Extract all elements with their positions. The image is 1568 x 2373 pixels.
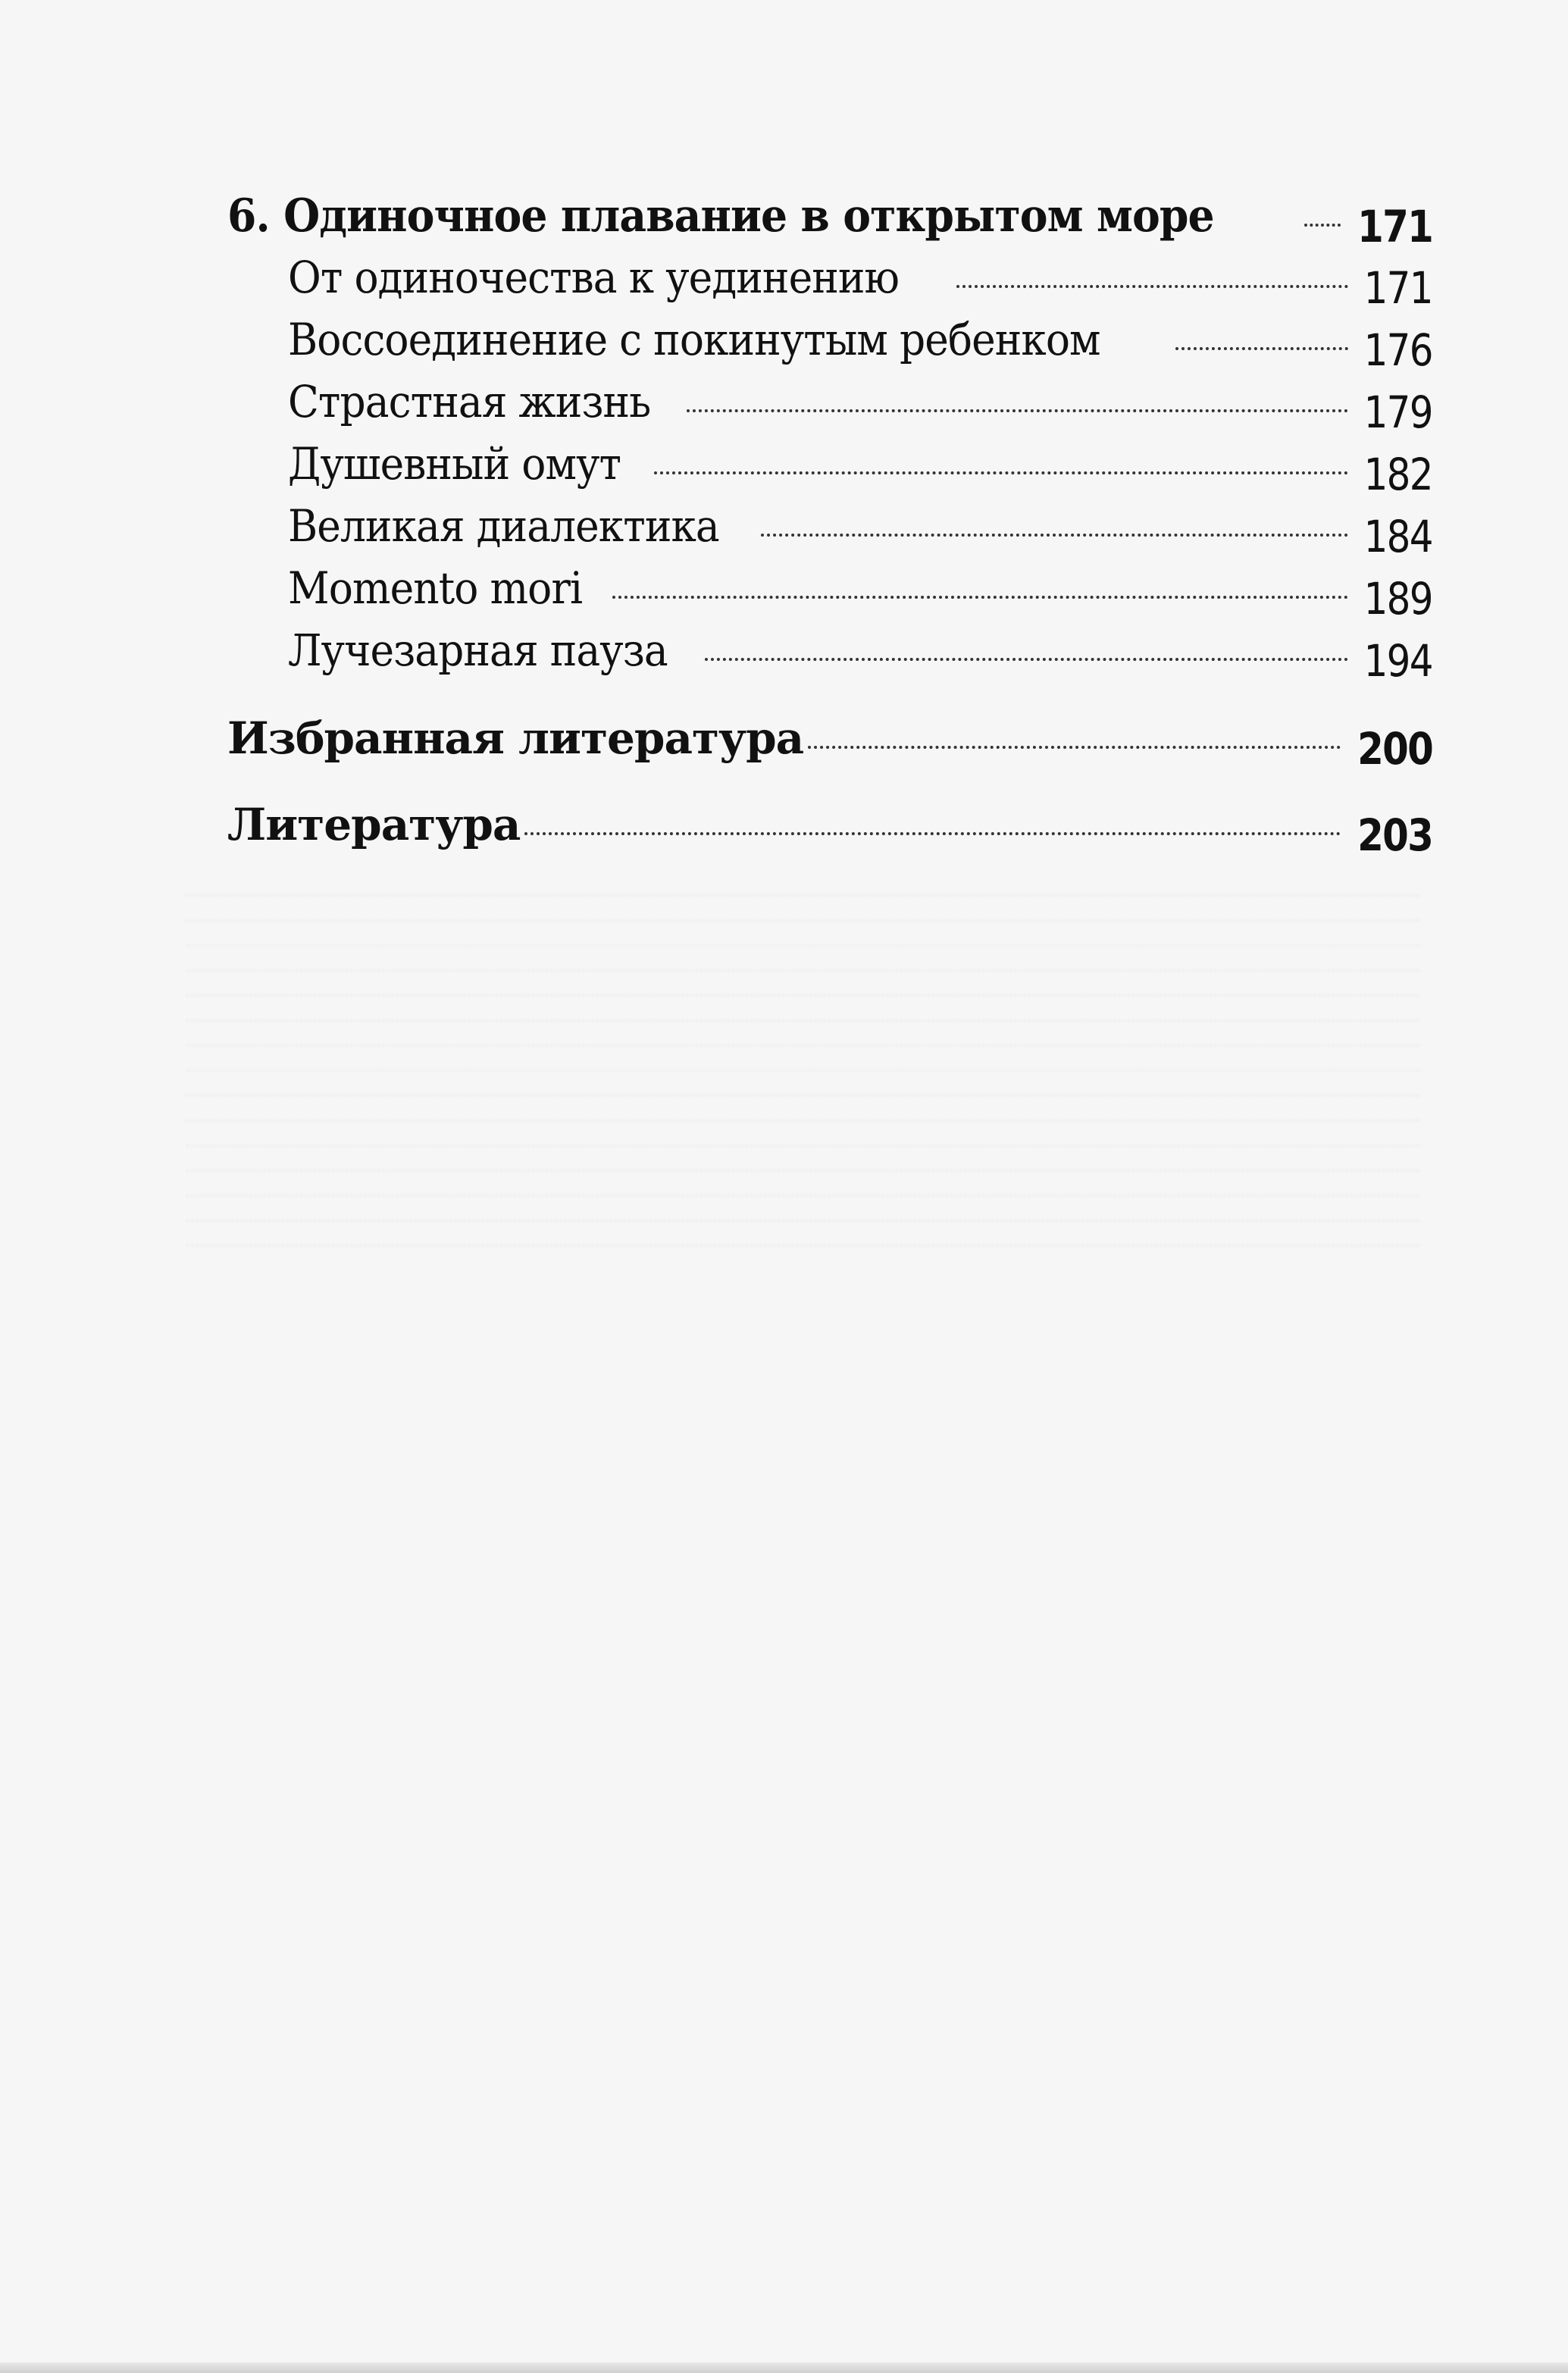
toc-section-title: Momento mori — [288, 562, 583, 614]
toc-section-entry[interactable] — [227, 500, 1432, 562]
page-bottom-edge — [0, 2362, 1568, 2373]
toc-page-number: 179 — [1363, 387, 1432, 438]
dot-leader — [705, 658, 1348, 661]
toc-literature-entry[interactable] — [227, 799, 1432, 861]
toc-section-entry[interactable] — [227, 252, 1432, 314]
dot-leader — [687, 409, 1348, 412]
dot-leader — [524, 832, 1340, 835]
toc-page-number: 203 — [1357, 809, 1432, 861]
toc-section-entry[interactable] — [227, 562, 1432, 625]
toc-selected-literature-entry[interactable] — [227, 712, 1432, 775]
toc-chapter-entry[interactable] — [227, 189, 1432, 252]
toc-literature-title: Литература — [227, 799, 521, 850]
dot-leader — [956, 285, 1348, 288]
dot-leader — [654, 471, 1348, 474]
toc-section-title: Воссоединение с покинутым ребенком — [288, 314, 1100, 365]
toc-section-entry[interactable] — [227, 625, 1432, 687]
toc-section-title: Страстная жизнь — [288, 376, 651, 427]
dot-leader — [761, 534, 1348, 537]
toc-section-entry[interactable] — [227, 314, 1432, 376]
toc-page-number: 200 — [1357, 723, 1432, 775]
dot-leader — [1304, 224, 1341, 227]
toc-selected-literature-title: Избранная литература — [227, 712, 804, 764]
toc-page-number: 184 — [1363, 511, 1432, 562]
dot-leader — [612, 596, 1348, 599]
toc-section-title: Душевный омут — [288, 438, 621, 490]
dot-leader — [808, 746, 1341, 749]
table-of-contents — [227, 189, 1432, 861]
bleed-through-text — [182, 894, 1425, 1269]
toc-section-entry[interactable] — [227, 376, 1432, 438]
toc-chapter-title: 6. Одиночное плавание в открытом море — [227, 189, 1214, 243]
toc-section-title: Лучезарная пауза — [288, 625, 668, 676]
toc-section-title: От одиночества к уединению — [288, 252, 900, 303]
toc-page-number: 171 — [1357, 201, 1432, 252]
toc-page-number: 182 — [1363, 449, 1432, 500]
toc-page-number: 171 — [1363, 262, 1432, 314]
toc-section-entry[interactable] — [227, 438, 1432, 500]
dot-leader — [1175, 347, 1348, 350]
toc-section-title: Великая диалектика — [288, 500, 719, 552]
toc-page-number: 194 — [1363, 635, 1432, 687]
toc-page-number: 176 — [1363, 324, 1432, 376]
toc-page-number: 189 — [1363, 573, 1432, 625]
